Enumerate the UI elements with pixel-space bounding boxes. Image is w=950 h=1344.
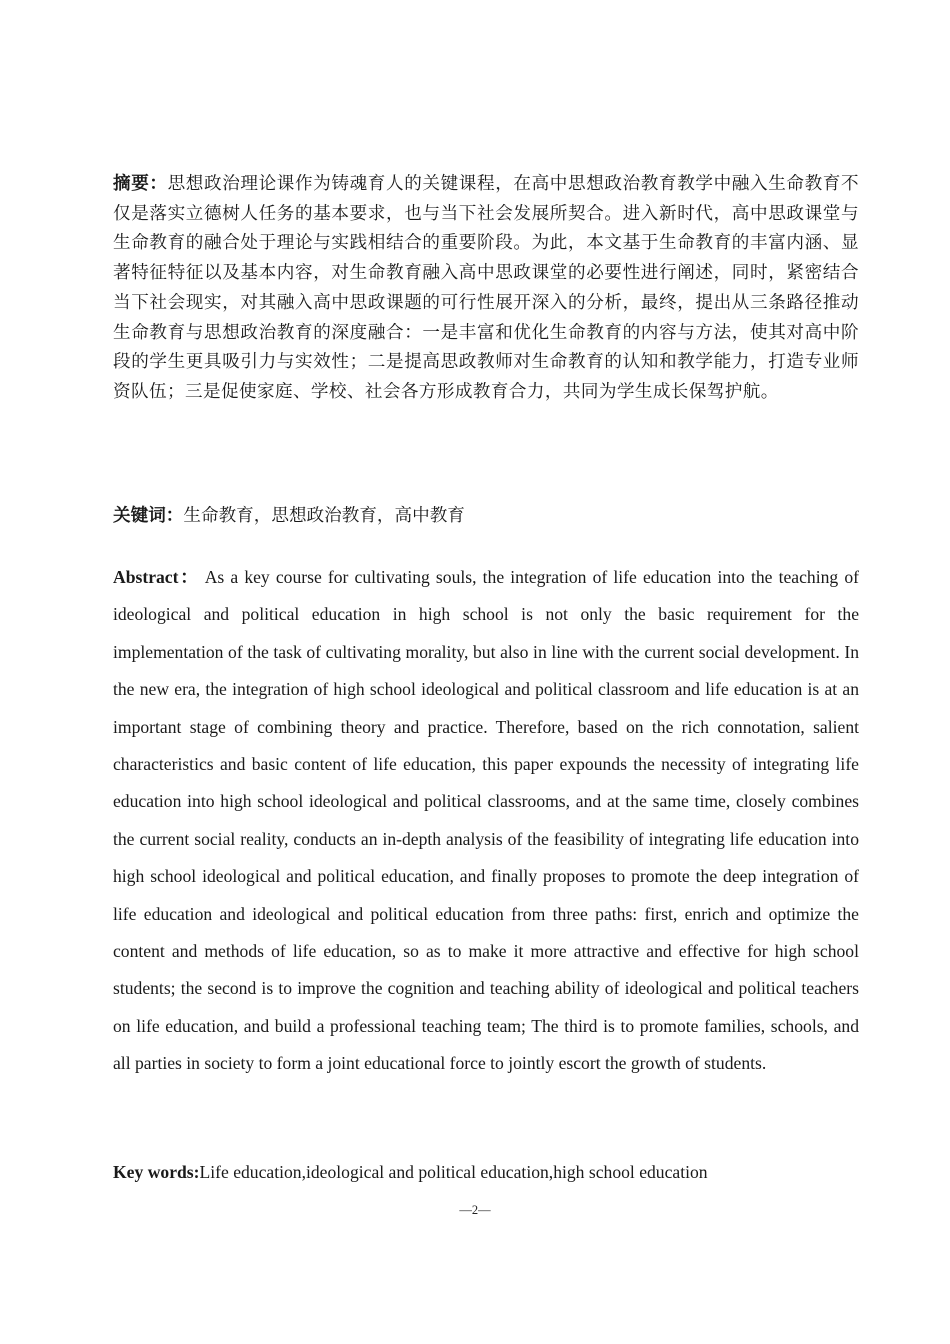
english-keywords: [113, 1158, 859, 1186]
chinese-keywords-label: 关键词：: [113, 506, 184, 526]
chinese-abstract-label: 摘要：: [113, 174, 168, 194]
chinese-abstract: [113, 170, 859, 408]
english-abstract-label: Abstract：: [113, 567, 200, 587]
chinese-keywords: [113, 502, 859, 530]
chinese-keywords-text: 生命教育，思想政治教育，高中教育: [183, 506, 465, 526]
english-abstract-text: As a key course for cultivating souls, the integration of life education into the teaching of ideological and political education in high school is not only the basic requirement for the implementation of the task of cultivating morality, but also in line with the current social development. In the new era, the integration of high school ideological and political classroom and life education is at an important stage of combining theory and practice. Therefore, based on the rich connotation, salient characteristics and basic content of life education, this paper expounds the necessity of integrating life education into high school ideological and political classrooms, and at the same time, closely combines the current social reality, conducts an in-depth analysis of the feasibility of integrating life education into high school ideological and political education, and finally proposes to promote the deep integration of life education and ideological and political education from three paths: first, enrich and optimize the content and methods of life education, so as to make it more attractive and effective for high school students; the second is to improve the cognition and teaching ability of ideological and political teachers on life education, and build a professional teaching team; The third is to promote families, schools, and all parties in society to form a joint educational force to jointly escort the growth of students.: [113, 567, 859, 1074]
english-keywords-label: Key words:: [113, 1162, 200, 1182]
english-abstract: [113, 559, 859, 1083]
english-keywords-text: Life education,ideological and political education,high school education: [199, 1162, 708, 1182]
page-number: —2—: [459, 1203, 491, 1217]
chinese-abstract-text: 思想政治理论课作为铸魂育人的关键课程，在高中思想政治教育教学中融入生命教育不仅是落实立德树人任务的基本要求，也与当下社会发展所契合。进入新时代，高中思政课堂与生命教育的融合处于理论与实践相结合的重要阶段。为此，本文基于生命教育的丰富内涵、显著特征特征以及基本内容，对生命教育融入高中思政课堂的必要性进行阐述，同时，紧密结合当下社会现实，对其融入高中思政课题的可行性展开深入的分析，最终，提出从三条路径推动生命教育与思想政治教育的深度融合：一是丰富和优化生命教育的内容与方法，使其对高中阶段的学生更具吸引力与实效性；二是提高思政教师对生命教育的认知和教学能力，打造专业师资队伍；三是促使家庭、学校、社会各方形成教育合力，共同为学生成长保驾护航。: [113, 174, 859, 402]
